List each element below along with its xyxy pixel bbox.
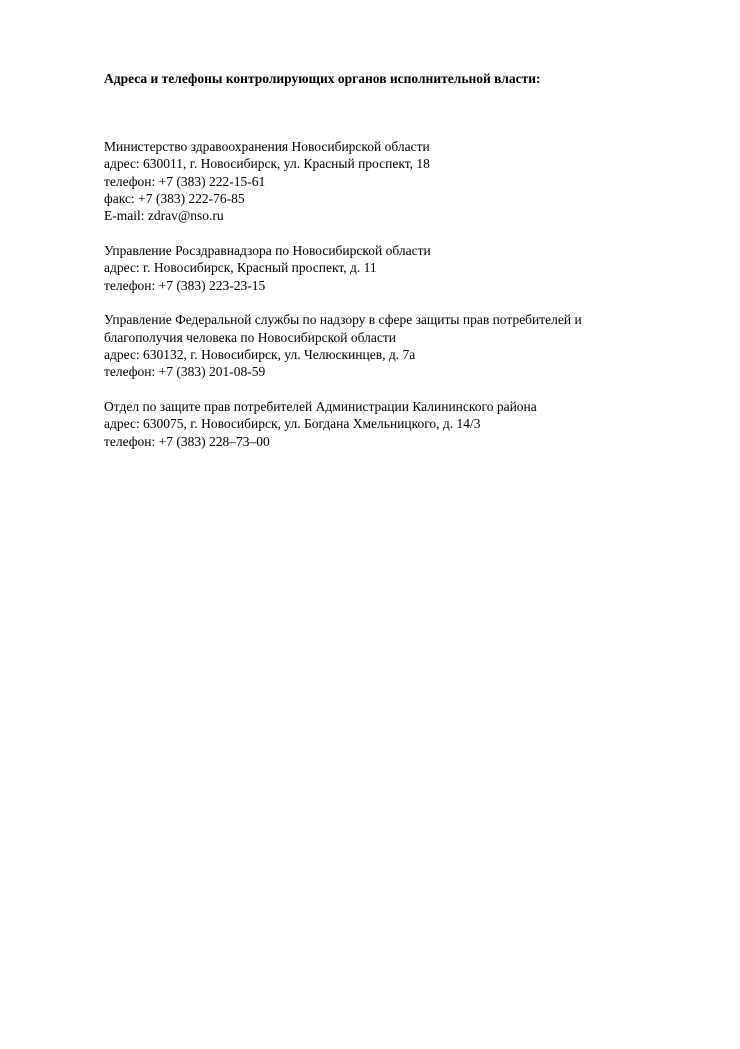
email-line: E-mail: zdrav@nso.ru <box>104 208 224 224</box>
contact-block-consumer-rights-department <box>104 398 664 450</box>
address-line: адрес: 630011, г. Новосибирск, ул. Красный проспект, 18 <box>104 156 430 172</box>
address-line: адрес: 630132, г. Новосибирск, ул. Челюскинцев, д. 7а <box>104 346 416 362</box>
phone-line: телефон: +7 (383) 223-23-15 <box>104 277 266 293</box>
contact-block-ministry-of-health <box>104 138 664 224</box>
organization-name: Отдел по защите прав потребителей Администрации Калининского района <box>104 399 537 415</box>
contacts-list <box>104 138 664 467</box>
organization-name: Министерство здравоохранения Новосибирской области <box>104 139 430 154</box>
fax-line: факс: +7 (383) 222-76-85 <box>104 190 245 206</box>
contact-block-rospotrebnadzor <box>104 311 664 380</box>
address-line: адрес: 630075, г. Новосибирск, ул. Богдана Хмельницкого, д. 14/3 <box>104 416 481 432</box>
contact-block-roszdravnadzor <box>104 242 664 294</box>
phone-line: телефон: +7 (383) 201-08-59 <box>104 364 266 380</box>
organization-name-continued: благополучия человека по Новосибирской области <box>104 329 396 345</box>
organization-name: Управление Федеральной службы по надзору в сфере защиты прав потребителей и <box>104 312 582 328</box>
address-line: адрес: г. Новосибирск, Красный проспект, д. 11 <box>104 260 377 276</box>
phone-line: телефон: +7 (383) 222-15-61 <box>104 173 266 189</box>
organization-name: Управление Росздравнадзора по Новосибирской области <box>104 242 431 258</box>
page-heading: Адреса и телефоны контролирующих органов исполнительной власти: <box>104 71 541 86</box>
phone-line: телефон: +7 (383) 228–73–00 <box>104 433 270 449</box>
